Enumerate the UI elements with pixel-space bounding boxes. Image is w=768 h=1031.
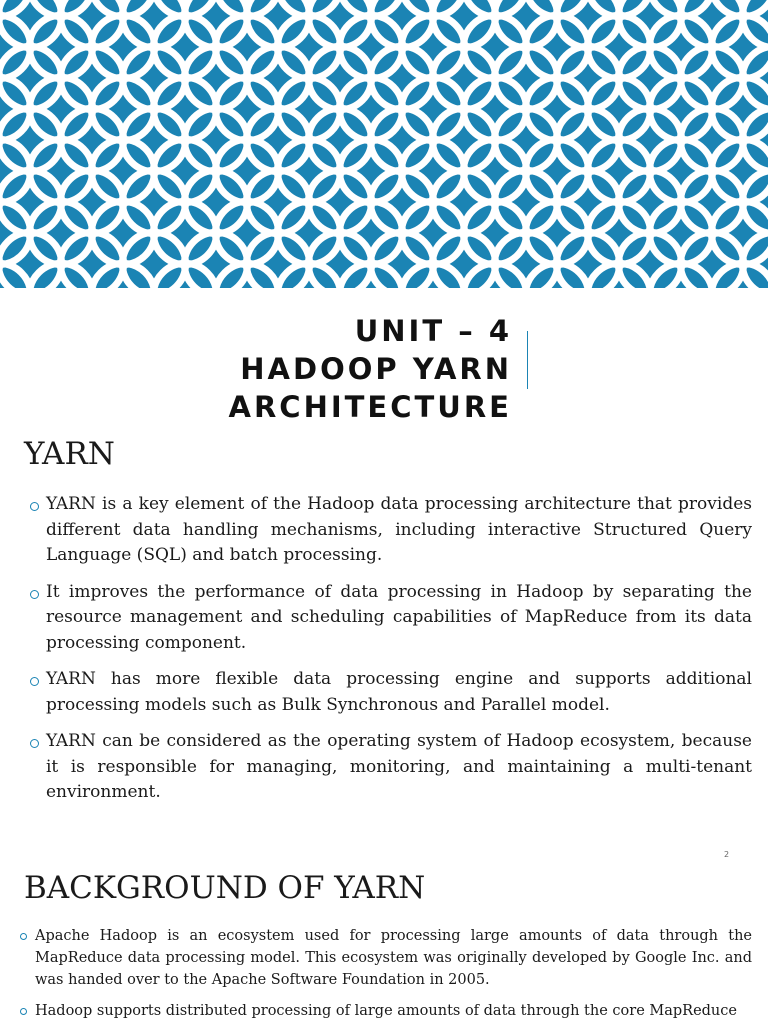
list-item: YARN has more flexible data processing engine and supports additional processing models such as Bulk Synchronous and Parallel model. bbox=[30, 667, 752, 718]
list-item: It improves the performance of data processing in Hadoop by separating the resource management and scheduling capabilities of MapReduce from its data processing component. bbox=[30, 580, 752, 657]
list-item: Hadoop supports distributed processing of large amounts of data through the core MapReduce bbox=[20, 1000, 752, 1022]
circle-bullet-icon bbox=[30, 739, 39, 748]
circle-bullet-icon bbox=[30, 502, 39, 511]
background-bullet-list bbox=[20, 925, 752, 1031]
list-item: YARN is a key element of the Hadoop data processing architecture that provides different data handling mechanisms, including interactive Structured Query Language (SQL) and batch processing. bbox=[30, 492, 752, 569]
decorative-banner bbox=[0, 0, 768, 288]
title-divider bbox=[527, 331, 528, 389]
list-item: YARN can be considered as the operating system of Hadoop ecosystem, because it is responsible for managing, monitoring, and maintaining a multi-tenant environment. bbox=[30, 729, 752, 806]
list-item: Apache Hadoop is an ecosystem used for processing large amounts of data through the MapReduce data processing model. This ecosystem was originally developed by Google Inc. and was handed over to the Apache Software Foundation in 2005. bbox=[20, 925, 752, 991]
circle-bullet-icon bbox=[20, 933, 27, 940]
title-topic: HADOOP YARN ARCHITECTURE bbox=[228, 352, 512, 424]
background-heading: BACKGROUND OF YARN bbox=[24, 870, 426, 906]
interlocking-circles-pattern bbox=[0, 0, 768, 288]
circle-bullet-icon bbox=[20, 1008, 27, 1015]
slide-title bbox=[0, 312, 512, 426]
page-number: 2 bbox=[724, 850, 730, 859]
yarn-heading: YARN bbox=[24, 436, 115, 472]
circle-bullet-icon bbox=[30, 677, 39, 686]
circle-bullet-icon bbox=[30, 590, 39, 599]
title-unit: UNIT – 4 bbox=[354, 314, 512, 348]
yarn-bullet-list bbox=[30, 492, 752, 817]
